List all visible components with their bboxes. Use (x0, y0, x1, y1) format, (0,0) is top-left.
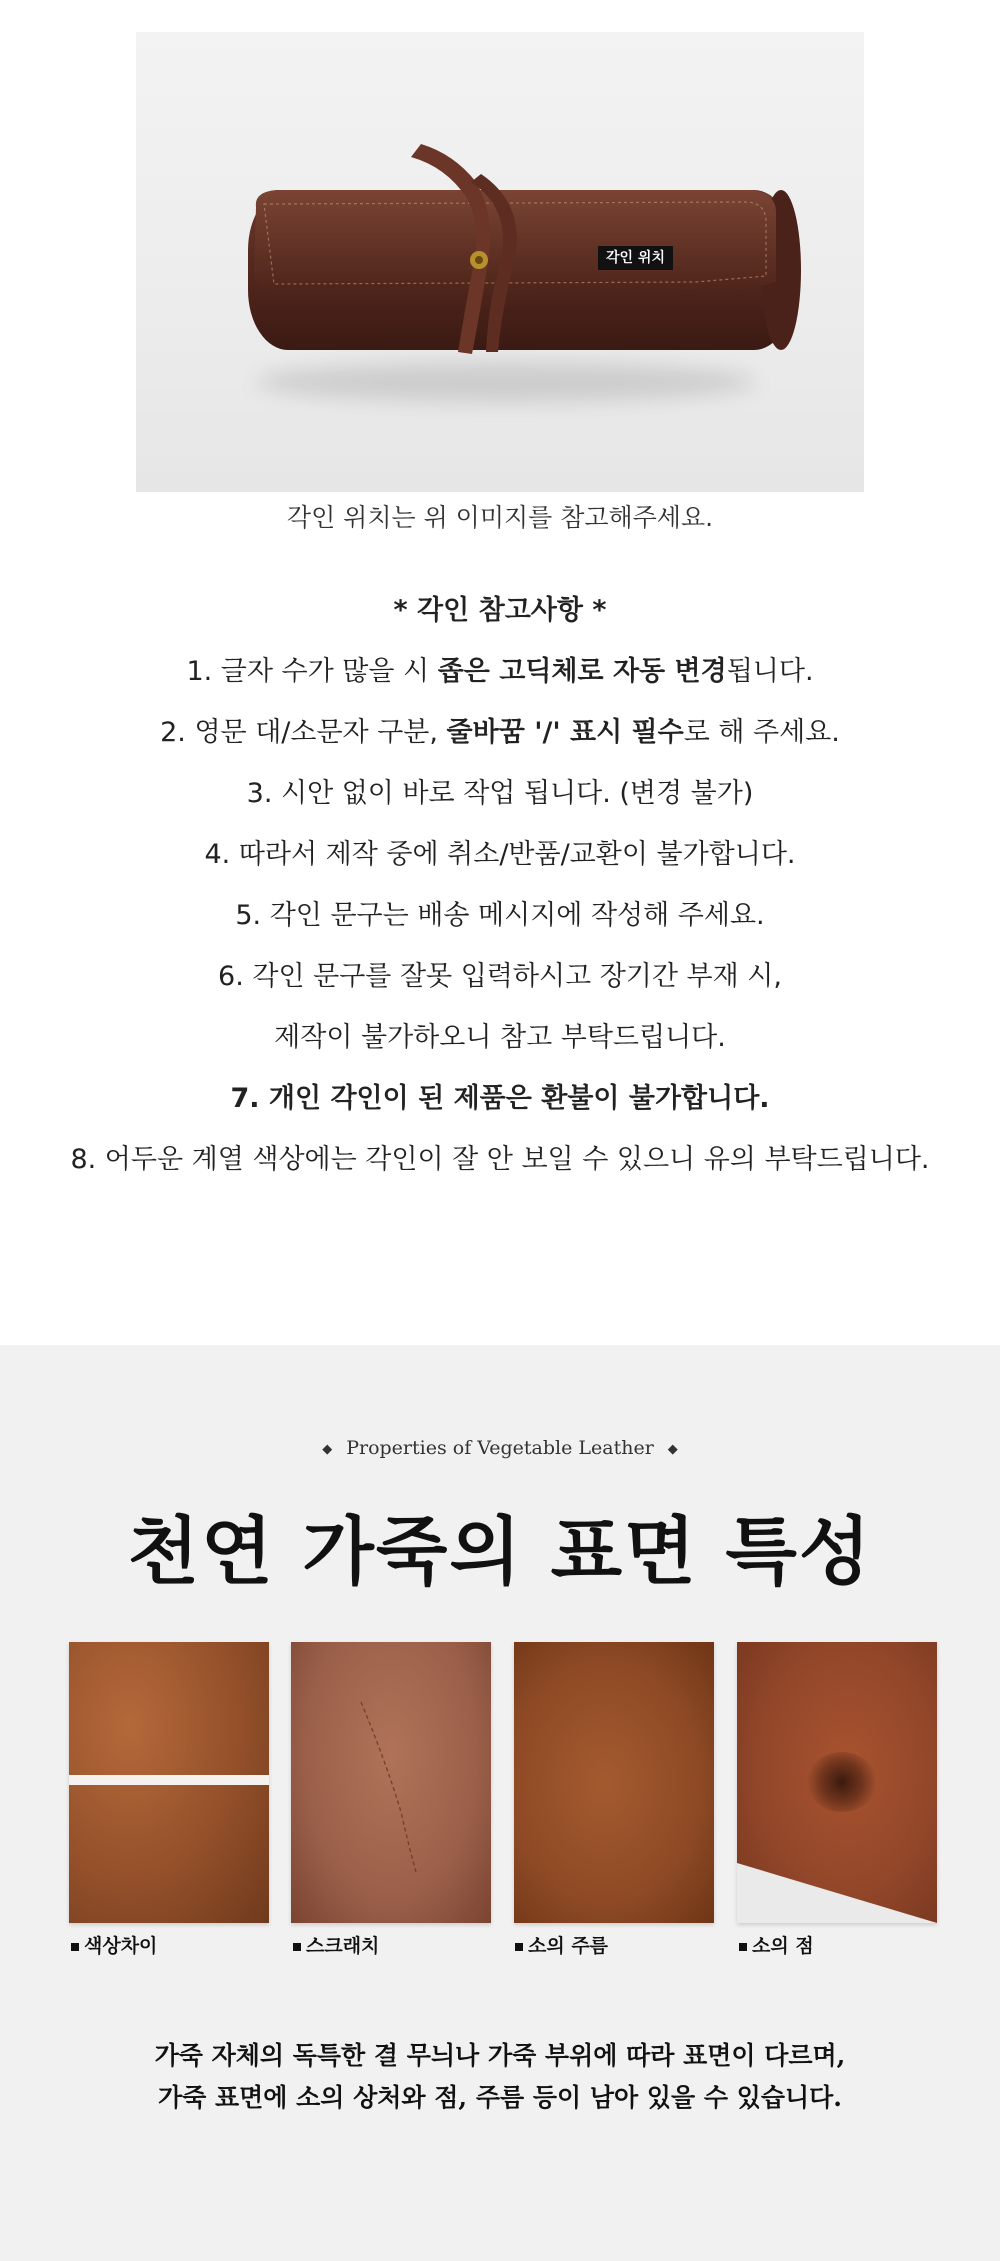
note-item-6-cont: 제작이 불가하오니 참고 부탁드립니다. (274, 1022, 726, 1053)
note-item-6: 6. 각인 문구를 잘못 입력하시고 장기간 부재 시, (218, 961, 782, 992)
description-line-2: 가죽 표면에 소의 상처와 점, 주름 등이 남아 있을 수 있습니다. (157, 2083, 843, 2112)
note-item-7: 7. 개인 각인이 된 제품은 환불이 불가합니다. (230, 1083, 770, 1114)
properties-subtitle (0, 1437, 1000, 1459)
notes-heading: * 각인 참고사항 * (393, 595, 607, 626)
photo-caption: 각인 위치는 위 이미지를 참고해주세요. (286, 503, 714, 532)
wrinkle-image (514, 1642, 714, 1923)
engraving-position-tag: 각인 위치 (598, 246, 673, 270)
note-item-5: 5. 각인 문구는 배송 메시지에 작성해 주세요. (235, 900, 765, 931)
spot-mark (807, 1752, 877, 1812)
tile-label-4 (739, 1931, 814, 1958)
square-bullet-icon (739, 1943, 747, 1951)
note-item-4: 4. 따라서 제작 중에 취소/반품/교환이 불가합니다. (204, 839, 796, 870)
properties-description (0, 2035, 1000, 2119)
square-bullet-icon (515, 1943, 523, 1951)
tile-label-text: 소의 주름 (528, 1935, 609, 1957)
note-item-3: 3. 시안 없이 바로 작업 됩니다. (변경 불가) (246, 778, 754, 809)
leather-properties-section (0, 1345, 1000, 2261)
properties-title: 천연 가죽의 표면 특성 (127, 1509, 873, 1595)
note-item-8: 8. 어두운 계열 색상에는 각인이 잘 안 보일 수 있으니 유의 부탁드립니다. (70, 1144, 930, 1175)
tile-label-2 (293, 1931, 379, 1958)
tile-label-3 (515, 1931, 608, 1958)
square-bullet-icon (71, 1943, 79, 1951)
note-text: 로 해 주세요. (683, 717, 840, 748)
scratch-image (291, 1642, 491, 1923)
note-text: 1. 글자 수가 많을 시 (186, 656, 438, 687)
image-divider (69, 1775, 269, 1785)
note-item-2 (0, 702, 1000, 763)
diamond-icon: ◆ (322, 1441, 333, 1457)
leather-roll-case-illustration (136, 32, 864, 492)
scratch-mark (291, 1642, 491, 1923)
image-corner (737, 1863, 937, 1923)
tile-label-1 (71, 1931, 157, 1958)
tile-label-text: 스크래치 (306, 1935, 380, 1957)
note-text: 됩니다. (726, 656, 814, 687)
square-bullet-icon (293, 1943, 301, 1951)
tile-label-text: 소의 점 (752, 1935, 814, 1957)
spot-image (737, 1642, 937, 1923)
note-emphasis: 줄바꿈 '/' 표시 필수 (446, 717, 684, 748)
tile-label-text: 색상차이 (84, 1935, 158, 1957)
color-difference-image (69, 1642, 269, 1923)
subtitle-text: Properties of Vegetable Leather (346, 1437, 654, 1459)
diamond-icon: ◆ (667, 1441, 678, 1457)
note-item-1 (0, 641, 1000, 702)
note-text: 2. 영문 대/소문자 구분, (160, 717, 447, 748)
product-photo (136, 32, 864, 492)
note-emphasis: 좁은 고딕체로 자동 변경 (437, 656, 727, 687)
engraving-notes (0, 580, 1000, 1190)
description-line-1: 가죽 자체의 독특한 결 무늬나 가죽 부위에 따라 표면이 다르며, (154, 2041, 846, 2070)
